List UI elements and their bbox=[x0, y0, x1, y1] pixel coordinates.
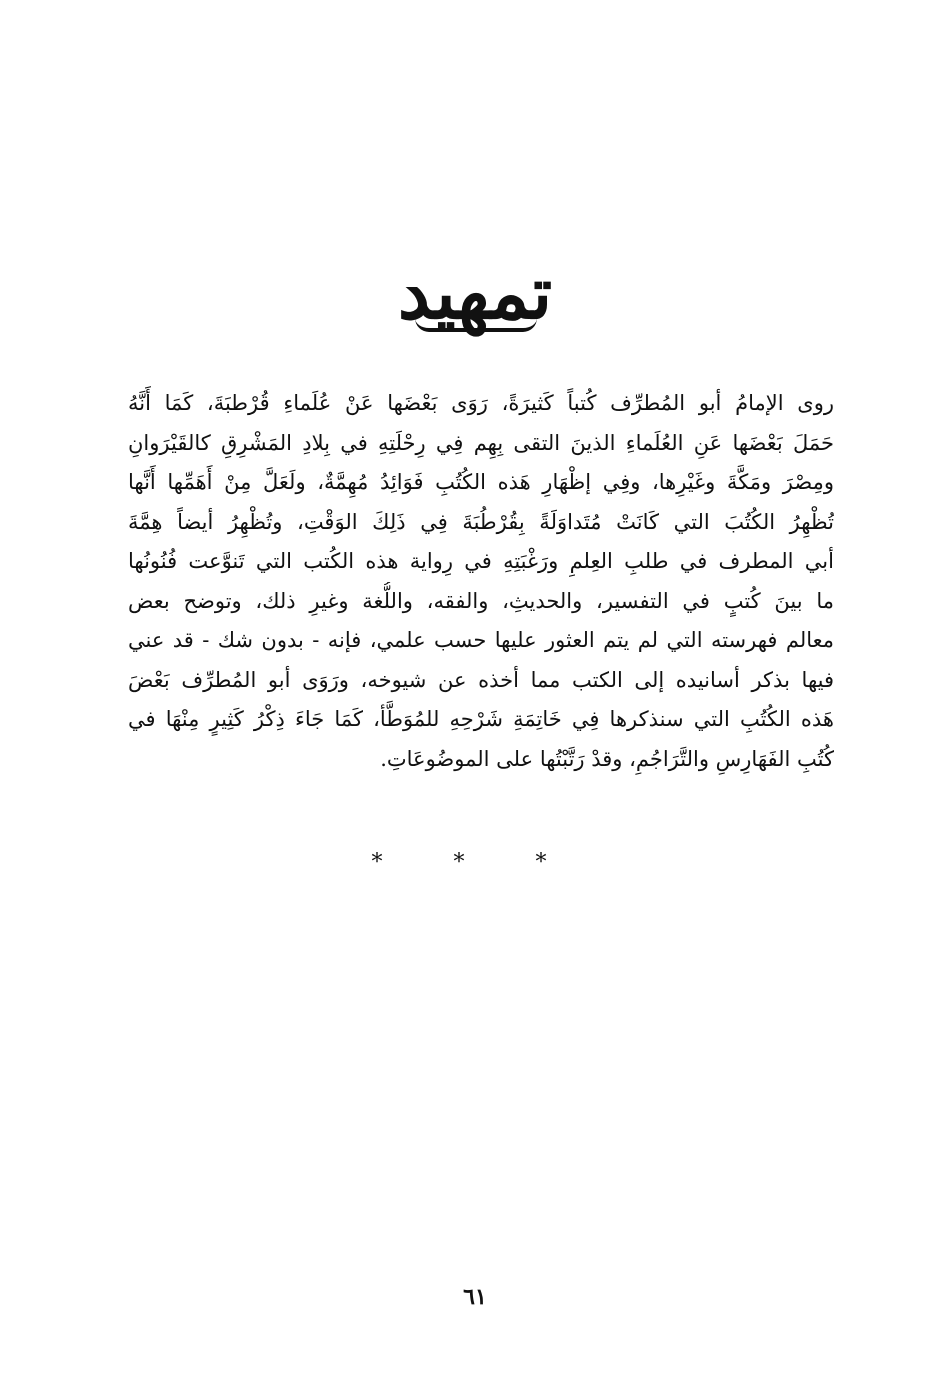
paragraph-line: ومِصْرَ ومَكَّةَ وغَيْرِها، وفِي إظْهَارِ هَذه الكُتُبِ فَوَائِدُ مُهِمَّةٌ، ولَعَلَّ مِنْ أَهَمِّها أَنَّها bbox=[128, 470, 834, 494]
paragraph-line: روى الإمامُ أبو المُطرِّف كُتباً كَثيرَةً، رَوَى بَعْضَها عَنْ عُلَماءِ قُرْطبَةَ، كَمَا أَنَّهُ bbox=[128, 391, 834, 415]
paragraph-line: كُتُبِ الفَهَارِسِ والتَّرَاجُمِ، وقدْ رَتَّبْتُها على الموضُوعَاتِ. bbox=[380, 746, 834, 771]
section-separator: * * * bbox=[371, 850, 579, 875]
chapter-heading: تمهيد bbox=[397, 250, 553, 335]
paragraph-line: ما بينَ كُتبٍ في التفسير، والحديثِ، والفقه، واللُّغة وغيرِ ذلك، وتوضح بعض bbox=[128, 588, 834, 613]
paragraph-line: حَمَلَ بَعْضَها عَنِ العُلَماءِ الذينَ التقى بِهِم فِي رِحْلَتِهِ في بِلادِ المَشْرِقِ كالقَيْرَوانِ bbox=[128, 430, 834, 455]
paragraph-line: تُظْهِرُ الكُتُبَ التي كَانَتْ مُتَداوَلَةً بِقُرْطُبَةَ فِي ذَلِكَ الوَقْتِ، وتُظْهِرُ أيضاً هِمَّةَ bbox=[128, 509, 834, 534]
paragraph-line: فيها بذكر أسانيده إلى الكتب مما أخذه عن شيوخه، ورَوَى أبو المُطرِّف بَعْضَ bbox=[128, 667, 834, 692]
paragraph-line: هَذه الكُتُبِ التي سنذكرها فِي خَاتِمَةِ شَرْحِهِ للمُوَطَّأ، كَمَا جَاءَ ذِكْرُ كَثِيرٍ مِنْهَا في bbox=[128, 707, 834, 731]
body-paragraph bbox=[128, 384, 834, 779]
paragraph-line: معالم فهرسته التي لم يتم العثور عليها حسب علمي، فإنه - بدون شك - قد عني bbox=[128, 628, 834, 652]
paragraph-line: أبي المطرف في طلبِ العِلمِ ورَغْبَتِهِ في رِواية هذه الكُتب التي تَنوَّعت فُنُونُها bbox=[128, 549, 834, 573]
heading-flourish bbox=[415, 318, 537, 332]
page-number: ٦١ bbox=[463, 1284, 487, 1310]
